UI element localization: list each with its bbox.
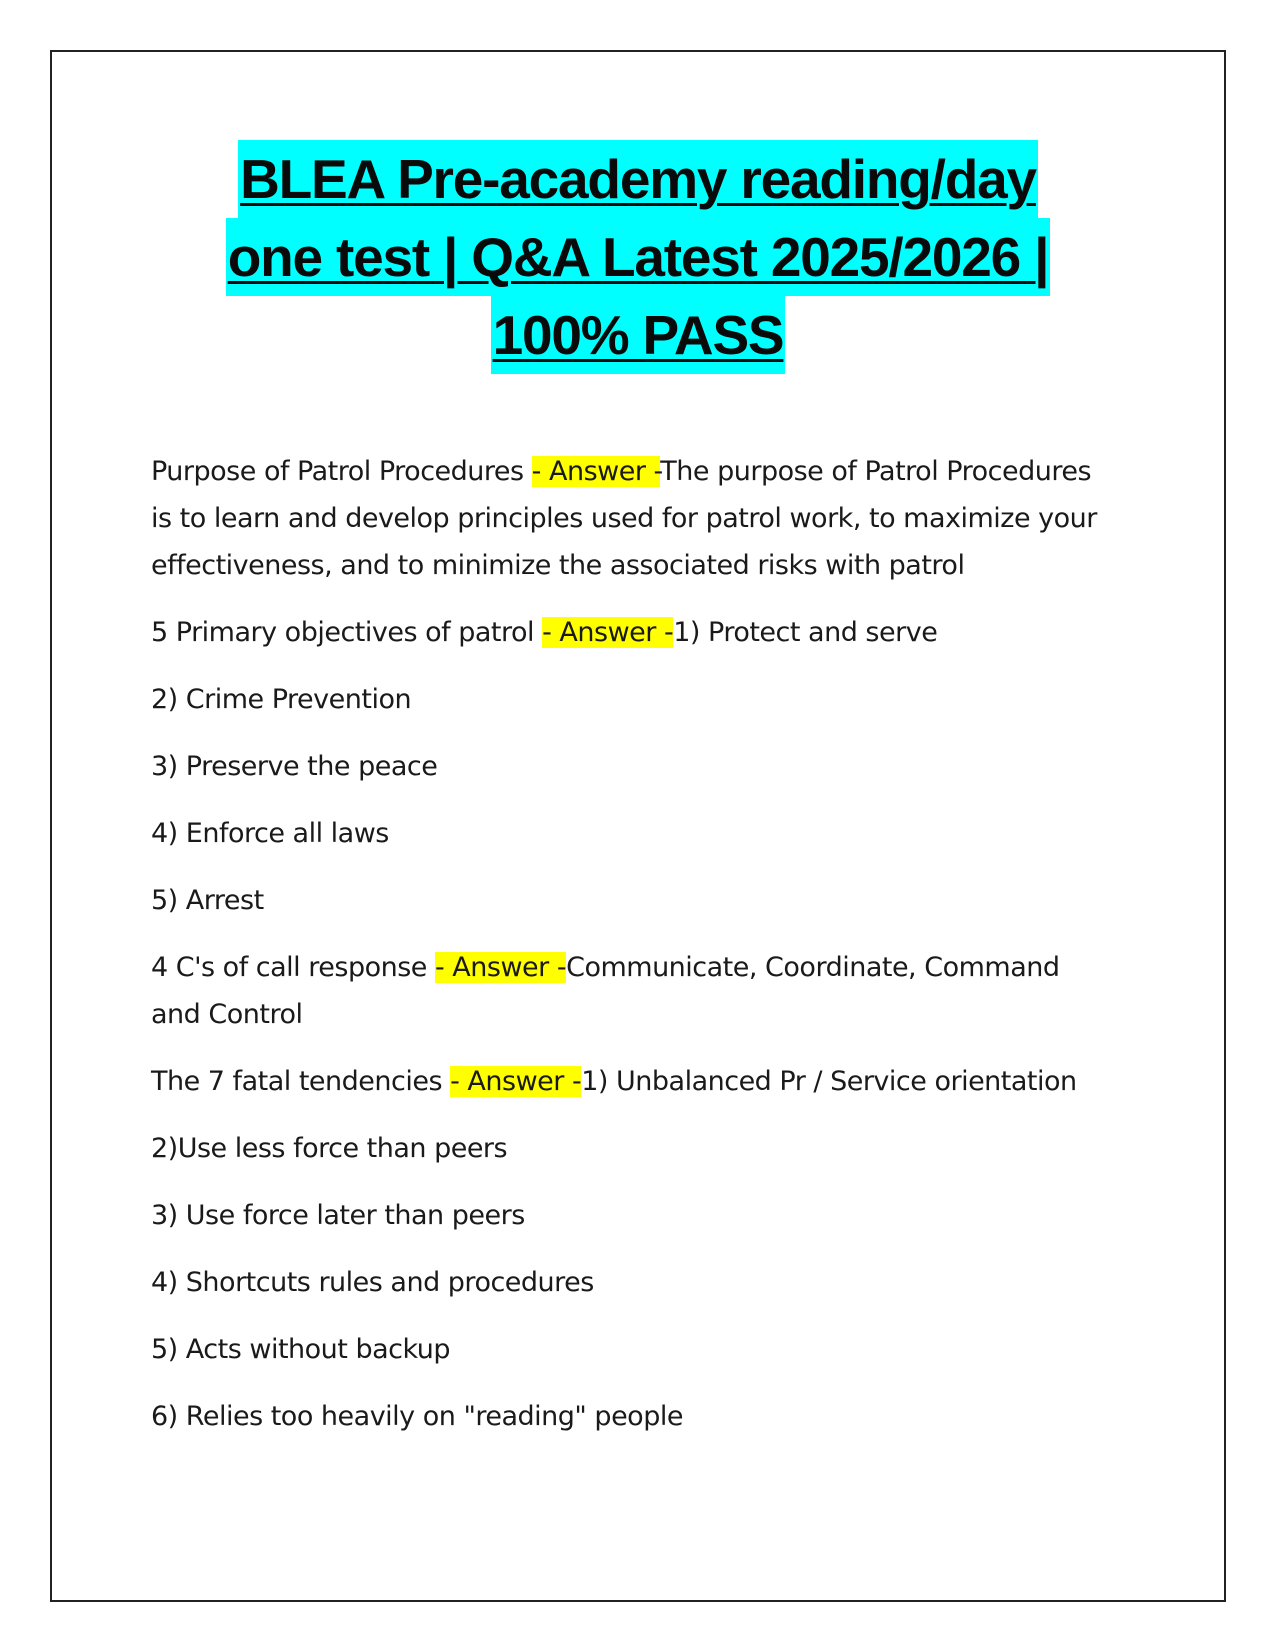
question-text: 4 C's of call response <box>151 952 435 983</box>
list-item: 2) Crime Prevention <box>151 684 412 715</box>
qa-entry-call-response <box>151 944 1111 1038</box>
list-item: 3) Preserve the peace <box>151 751 438 782</box>
qa-entry-fatal-tendencies <box>151 1058 1111 1105</box>
list-item: 5) Arrest <box>151 885 264 916</box>
answer-marker: - Answer - <box>542 617 674 648</box>
qa-entry-patrol-purpose <box>151 448 1111 589</box>
answer-marker: - Answer - <box>531 456 661 487</box>
answer-text: 1) Unbalanced Pr / Service orientation <box>581 1066 1077 1097</box>
answer-marker: - Answer - <box>434 952 567 983</box>
answer-text: The purpose of Patrol Procedures is to learn and develop principles used for patrol work, to maximize your effectiveness, and to minimize the associated risks with patrol <box>151 456 1097 581</box>
qa-entry-primary-objectives <box>151 609 1111 656</box>
document-title <box>50 140 1226 374</box>
title-line-1: BLEA Pre-academy reading/day <box>238 140 1038 218</box>
answer-marker: - Answer - <box>450 1066 582 1097</box>
list-item: 3) Use force later than peers <box>151 1200 525 1231</box>
answer-text: Communicate, Coordinate, Command and Control <box>151 952 1060 1030</box>
list-item: 5) Acts without backup <box>151 1334 451 1365</box>
list-item: 2)Use less force than peers <box>151 1133 508 1164</box>
question-text: Purpose of Patrol Procedures <box>151 456 532 487</box>
question-text: The 7 fatal tendencies <box>151 1066 451 1097</box>
question-text: 5 Primary objectives of patrol <box>151 617 543 648</box>
answer-text: 1) Protect and serve <box>673 617 938 648</box>
title-line-3: 100% PASS <box>491 296 786 374</box>
list-item: 6) Relies too heavily on "reading" people <box>151 1401 683 1432</box>
qa-content <box>151 448 1111 1460</box>
list-item: 4) Shortcuts rules and procedures <box>151 1267 594 1298</box>
title-line-2: one test | Q&A Latest 2025/2026 | <box>226 218 1051 296</box>
list-item: 4) Enforce all laws <box>151 818 389 849</box>
